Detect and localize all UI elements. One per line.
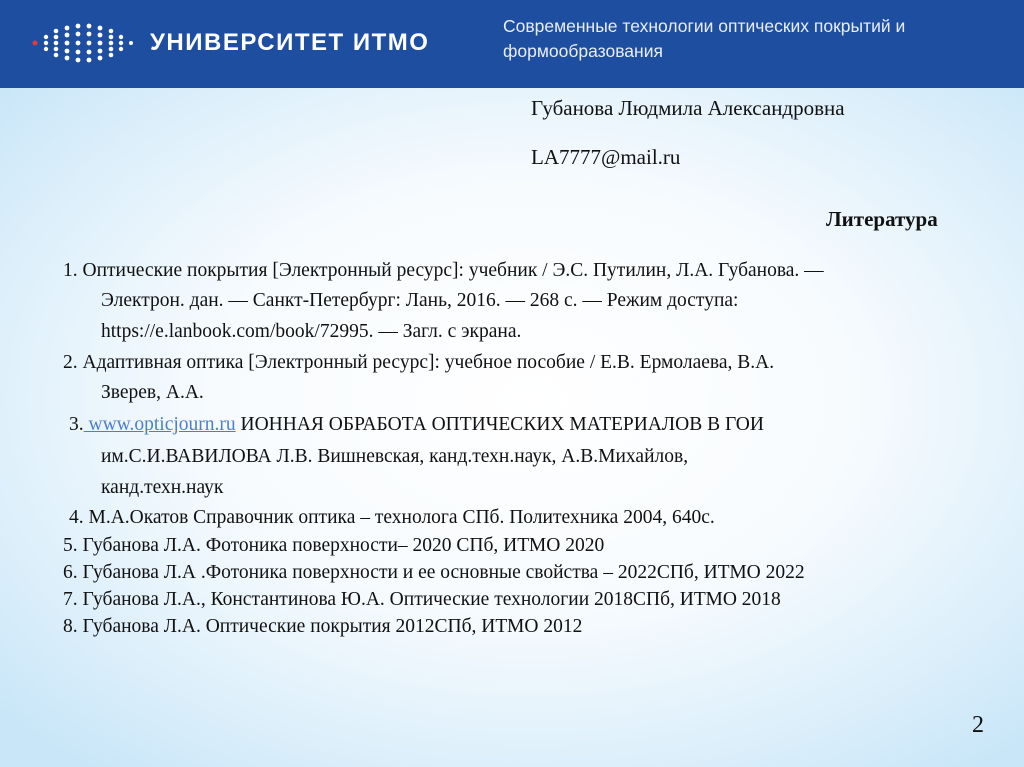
literature-item-7: 7. Губанова Л.А., Константинова Ю.А. Оптические технологии 2018СПб, ИТМО 2018 [63, 589, 781, 610]
literature-heading: Литература [826, 207, 938, 231]
literature-item-3-line-3: канд.техн.наук [101, 477, 224, 498]
literature-item-2-line-2: Зверев, А.А. [101, 382, 204, 403]
literature-item-3-text: ИОННАЯ ОБРАБОТА ОПТИЧЕСКИХ МАТЕРИАЛОВ В ГОИ [235, 414, 764, 435]
header-title: Современные технологии оптических покрытий и формообразования [503, 16, 906, 61]
literature-item-1-line-2: Электрон. дан. — Санкт-Петербург: Лань, 2016. — 268 с. — Режим доступа: [101, 290, 739, 311]
literature-item-6: 6. Губанова Л.А .Фотоника поверхности и ее основные свойства – 2022СПб, ИТМО 2022 [63, 562, 805, 583]
itmo-logo [30, 18, 430, 68]
literature-item-8: 8. Губанова Л.А. Оптические покрытия 2012СПб, ИТМО 2012 [63, 616, 583, 637]
author-email: LA7777@mail.ru [531, 145, 681, 169]
literature-item-3-line-1 [69, 414, 764, 436]
page-number: 2 [972, 712, 984, 738]
literature-item-4: 4. М.А.Окатов Справочник оптика – технолога СПб. Политехника 2004, 640с. [69, 507, 715, 528]
author-name: Губанова Людмила Александровна [531, 96, 845, 120]
literature-item-1-line-1: 1. Оптические покрытия [Электронный ресурс]: учебник / Э.С. Путилин, Л.А. Губанова. — [63, 260, 824, 281]
opticjourn-link[interactable]: www.opticjourn.ru [83, 414, 236, 435]
literature-item-3-line-2: им.С.И.ВАВИЛОВА Л.В. Вишневская, канд.техн.наук, А.В.Михайлов, [101, 446, 689, 467]
logo-text: УНИВЕРСИТЕТ ИТМО [150, 29, 430, 56]
literature-item-2-line-1: 2. Адаптивная оптика [Электронный ресурс]: учебное пособие / Е.В. Ермолаева, В.А. [63, 352, 775, 373]
itmo-logo-dots-icon [30, 18, 142, 68]
literature-item-5: 5. Губанова Л.А. Фотоника поверхности– 2020 СПб, ИТМО 2020 [63, 535, 605, 556]
literature-item-1-line-3: https://e.lanbook.com/book/72995. — Загл. с экрана. [101, 321, 522, 342]
literature-item-3-number: 3. [69, 414, 84, 435]
slide-header [0, 0, 1024, 88]
